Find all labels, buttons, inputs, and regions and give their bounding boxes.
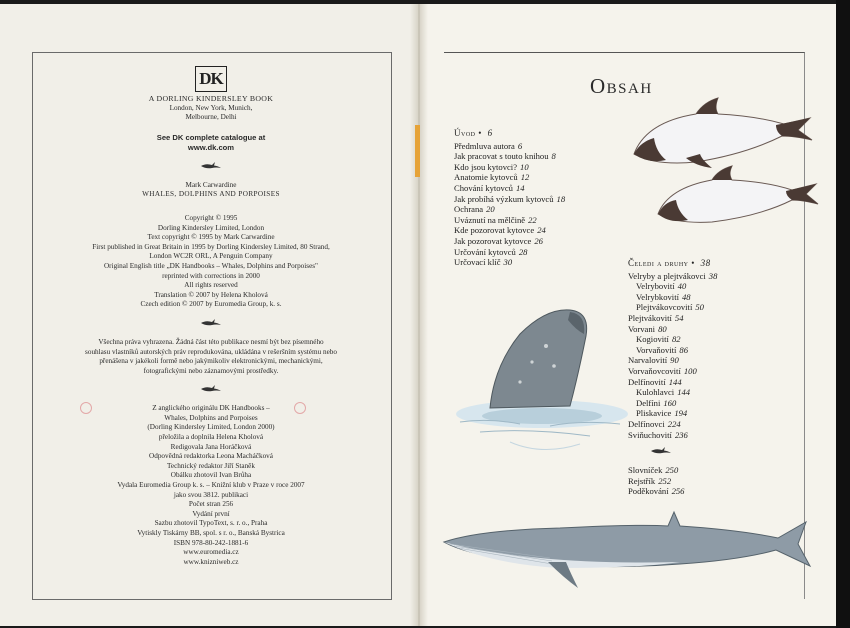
toc-entry bbox=[628, 334, 808, 345]
toc-entry-page: 12 bbox=[520, 172, 530, 183]
credit-line: Vytiskly Tiskárny BB, spol. s r. o., Banská Bystrica bbox=[137, 529, 285, 537]
toc-entry bbox=[628, 476, 684, 487]
toc-entry bbox=[454, 151, 624, 162]
rights-line: fotografickými nebo záznamovými prostředky. bbox=[143, 366, 279, 375]
credit-line: Vydání první bbox=[192, 509, 230, 518]
credit-line: Redigovala Jana Horáčková bbox=[170, 442, 252, 451]
toc-entry-page: 22 bbox=[528, 214, 537, 225]
rights-line: Všechna práva vyhrazena. Žádná část této publikace nesmí být bez písemného bbox=[98, 337, 324, 346]
dolphin-ornament-icon bbox=[200, 384, 222, 394]
credit-line: Vydala Euromedia Group k. s. – Knižní klub v Praze v roce 2007 bbox=[117, 481, 305, 490]
dolphin-ornament-icon bbox=[200, 318, 222, 328]
toc-entry-label: Vorvaňovcovití bbox=[628, 365, 681, 376]
toc-entry-page: 28 bbox=[518, 246, 528, 257]
toc-entry bbox=[454, 172, 624, 183]
toc-entry-page: 8 bbox=[551, 151, 556, 162]
toc-entry-page: 82 bbox=[671, 334, 681, 345]
credit-line: Whales, Dolphins and Porpoises bbox=[164, 413, 258, 422]
toc-entry bbox=[454, 215, 624, 226]
toc-entry bbox=[628, 387, 808, 398]
toc-entry-page: 90 bbox=[670, 355, 679, 366]
toc-entry bbox=[628, 302, 808, 313]
toc-heading: Čeledi a druhy • 38 bbox=[628, 258, 711, 268]
toc-entry-label: Vorvani bbox=[628, 323, 656, 334]
toc-entry bbox=[628, 345, 808, 356]
toc-entry bbox=[628, 408, 808, 419]
toc-entry bbox=[628, 366, 808, 377]
toc-heading-page: 38 bbox=[700, 258, 711, 268]
toc-heading-page: 6 bbox=[487, 128, 493, 138]
toc-entry-label: Kdo jsou kytovci? bbox=[454, 161, 518, 172]
toc-entry-label: Jak pracovat s touto knihou bbox=[454, 151, 549, 162]
toc-entry bbox=[454, 236, 624, 247]
rights-line: přenášena v jakékoli formě nebo jakýmikoliv elektronickými, mechanickými, bbox=[99, 357, 323, 366]
toc-entry-label: Plejtvákovití bbox=[628, 312, 672, 323]
toc-entry-page: 24 bbox=[537, 225, 546, 236]
toc-entry-label: Plejtvákovcovití bbox=[636, 302, 693, 313]
toc-entry-label: Velrybovití bbox=[636, 281, 675, 292]
toc-entry bbox=[454, 204, 624, 215]
dolphin-ornament-icon bbox=[650, 446, 672, 456]
toc-entry bbox=[628, 271, 808, 282]
toc-intro-section bbox=[454, 128, 624, 268]
toc-entry-page: 252 bbox=[658, 475, 672, 486]
toc-entry bbox=[628, 430, 808, 441]
toc-entry bbox=[628, 419, 808, 430]
toc-entry-page: 80 bbox=[658, 323, 667, 334]
toc-families-list bbox=[628, 271, 808, 441]
credit-line: Obálku zhotovil Ivan Brůha bbox=[170, 471, 252, 480]
toc-entry-label: Chování kytovců bbox=[454, 182, 513, 193]
catalogue-url: www.dk.com bbox=[187, 142, 235, 152]
toc-entry bbox=[454, 194, 624, 205]
credit-line: Sazbu zhotovil TypoText, s. r. o., Praha bbox=[154, 519, 268, 528]
copyright-line: reprinted with corrections in 2000 bbox=[162, 271, 260, 280]
copyright-line: First published in Great Britain in 1995 by Dorling Kindersley Limited, 80 Strand, bbox=[92, 242, 330, 251]
toc-entry-page: 144 bbox=[677, 387, 691, 398]
toc-entry-page: 30 bbox=[503, 257, 513, 268]
rights-notice bbox=[36, 338, 386, 376]
credit-line: Počet stran 256 bbox=[188, 500, 234, 509]
book-title: WHALES, DOLPHINS AND PORPOISES bbox=[142, 190, 280, 199]
toc-entry-label: Určování kytovců bbox=[454, 246, 516, 257]
toc-entry bbox=[454, 183, 624, 194]
toc-entry-label: Velryby a plejtvákovci bbox=[628, 270, 706, 281]
copyright-page-content bbox=[36, 60, 386, 567]
credit-line: jako svou 3812. publikaci bbox=[173, 490, 249, 499]
toc-entry-page: 38 bbox=[708, 270, 718, 281]
toc-entry bbox=[628, 313, 808, 324]
copyright-line: Text copyright © 1995 by Mark Carwardine bbox=[147, 233, 275, 242]
toc-entry-page: 40 bbox=[677, 281, 687, 292]
toc-entry bbox=[454, 225, 624, 236]
toc-entry-label: Uváznutí na mělčině bbox=[454, 214, 526, 225]
credit-line: Technický redaktor Jiří Staněk bbox=[167, 461, 255, 470]
credit-line: www.knizniweb.cz bbox=[183, 557, 239, 566]
copyright-line: London WC2R ORL, A Penguin Company bbox=[149, 252, 273, 261]
dolphin-ornament-icon bbox=[200, 161, 222, 171]
toc-families-section bbox=[628, 258, 808, 456]
toc-entry bbox=[454, 141, 624, 152]
toc-entry bbox=[454, 247, 624, 258]
toc-entry-page: 236 bbox=[674, 429, 688, 440]
toc-entry-page: 160 bbox=[663, 397, 677, 408]
toc-entry-page: 50 bbox=[695, 302, 704, 313]
toc-entry-label: Kogiovití bbox=[636, 334, 669, 345]
toc-entry bbox=[454, 162, 624, 173]
toc-entry-label: Kulohlavci bbox=[636, 387, 675, 398]
contents-title: Obsah bbox=[590, 74, 653, 98]
toc-entry-page: 224 bbox=[667, 418, 681, 429]
copyright-line: Dorling Kindersley Limited, London bbox=[157, 223, 265, 232]
toc-entry-label: Delfínovití bbox=[628, 376, 666, 387]
toc-intro-list bbox=[454, 141, 624, 268]
toc-entry-label: Jak probíhá výzkum kytovců bbox=[454, 193, 554, 204]
toc-entry-label: Určovací klíč bbox=[454, 257, 501, 268]
toc-entry bbox=[628, 465, 684, 476]
toc-entry-page: 48 bbox=[681, 291, 691, 302]
toc-entry bbox=[628, 324, 808, 335]
credit-line: Z anglického originálu DK Handbooks – bbox=[152, 404, 270, 413]
toc-entry-label: Velrybkovití bbox=[636, 291, 679, 302]
toc-entry bbox=[628, 377, 808, 388]
copyright-line: All rights reserved bbox=[184, 281, 238, 290]
credits-block bbox=[36, 404, 386, 567]
toc-entry-page: 144 bbox=[668, 376, 682, 387]
fin-whale-illustration bbox=[440, 508, 812, 592]
copyright-line: Czech edition © 2007 by Euromedia Group, k. s. bbox=[140, 300, 282, 309]
toc-entry bbox=[628, 355, 808, 366]
stamp-mark-icon bbox=[294, 402, 306, 414]
toc-entry bbox=[628, 292, 808, 303]
toc-entry-label: Sviňuchovití bbox=[628, 429, 672, 440]
toc-entry-page: 256 bbox=[671, 486, 685, 497]
credit-line: (Dorling Kindersley Limited, London 2000) bbox=[147, 423, 275, 432]
toc-entry bbox=[628, 281, 808, 292]
toc-entry-label: Narvalovití bbox=[628, 355, 668, 366]
toc-entry-page: 6 bbox=[517, 140, 523, 151]
credit-line: přeložila a doplnila Helena Kholová bbox=[158, 433, 264, 442]
toc-entry-page: 10 bbox=[520, 161, 529, 172]
toc-entry-page: 86 bbox=[679, 344, 689, 355]
toc-heading-label: Úvod bbox=[454, 128, 476, 138]
copyright-line: Translation © 2007 by Helena Kholová bbox=[154, 290, 268, 299]
scan-background-edge bbox=[836, 0, 850, 628]
toc-entry-label: Anatomie kytovců bbox=[454, 172, 518, 183]
toc-entry-label: Ochrana bbox=[454, 204, 484, 215]
commersons-dolphin-illustration bbox=[626, 94, 816, 174]
credit-line: ISBN 978-80-242-1881-6 bbox=[173, 538, 249, 547]
toc-heading: Úvod • 6 bbox=[454, 128, 493, 138]
credit-line: www.euromedia.cz bbox=[183, 548, 239, 557]
toc-entry bbox=[454, 257, 624, 268]
publisher-line-2: London, New York, Munich, bbox=[169, 103, 253, 112]
toc-entry-label: Rejstřík bbox=[628, 475, 656, 486]
toc-entry-page: 100 bbox=[683, 365, 697, 376]
publisher-line-1: A DORLING KINDERSLEY BOOK bbox=[148, 94, 274, 103]
author-name: Mark Carwardine bbox=[185, 180, 237, 189]
toc-entry-label: Delfíni bbox=[636, 397, 661, 408]
toc-heading-label: Čeledi a druhy bbox=[628, 258, 689, 268]
copyright-line: Original English title „DK Handbooks – Whales, Dolphins and Porpoises" bbox=[103, 261, 318, 270]
catalogue-line-1: See DK complete catalogue at bbox=[156, 132, 266, 142]
page-tab-marker bbox=[415, 125, 420, 177]
toc-back-matter bbox=[628, 465, 684, 497]
copyright-block bbox=[36, 214, 386, 310]
book-gutter bbox=[410, 4, 428, 626]
rights-line: souhlasu vlastníků autorských práv reprodukována, ukládána v rešeršním systému nebo bbox=[85, 347, 337, 356]
dk-logo: DK bbox=[195, 66, 227, 92]
toc-entry-label: Jak pozorovat kytovce bbox=[454, 235, 532, 246]
toc-entry-page: 26 bbox=[534, 235, 543, 246]
toc-entry-label: Vorvaňovití bbox=[636, 344, 677, 355]
grey-whale-spyhop-illustration bbox=[450, 306, 628, 466]
toc-entry bbox=[628, 398, 808, 409]
toc-entry-page: 18 bbox=[556, 193, 566, 204]
copyright-line: Copyright © 1995 bbox=[184, 213, 238, 222]
commersons-dolphin-illustration bbox=[652, 164, 822, 230]
toc-entry-page: 20 bbox=[486, 204, 495, 215]
toc-entry-page: 14 bbox=[515, 182, 525, 193]
publisher-line-3: Melbourne, Delhi bbox=[185, 113, 237, 122]
toc-entry-label: Poděkování bbox=[628, 486, 669, 497]
toc-entry-label: Předmluva autora bbox=[454, 140, 515, 151]
toc-entry-page: 194 bbox=[674, 408, 688, 419]
toc-entry-label: Pliskavice bbox=[636, 408, 672, 419]
toc-entry-label: Delfínovci bbox=[628, 418, 665, 429]
credit-line: Odpovědná redaktorka Leona Macháčková bbox=[149, 452, 273, 461]
toc-entry-label: Slovníček bbox=[628, 465, 663, 475]
toc-entry-page: 54 bbox=[674, 312, 684, 323]
stamp-mark-icon bbox=[80, 402, 92, 414]
toc-entry-page: 250 bbox=[665, 465, 679, 475]
toc-entry-label: Kde pozorovat kytovce bbox=[454, 225, 535, 236]
toc-entry bbox=[628, 486, 684, 497]
